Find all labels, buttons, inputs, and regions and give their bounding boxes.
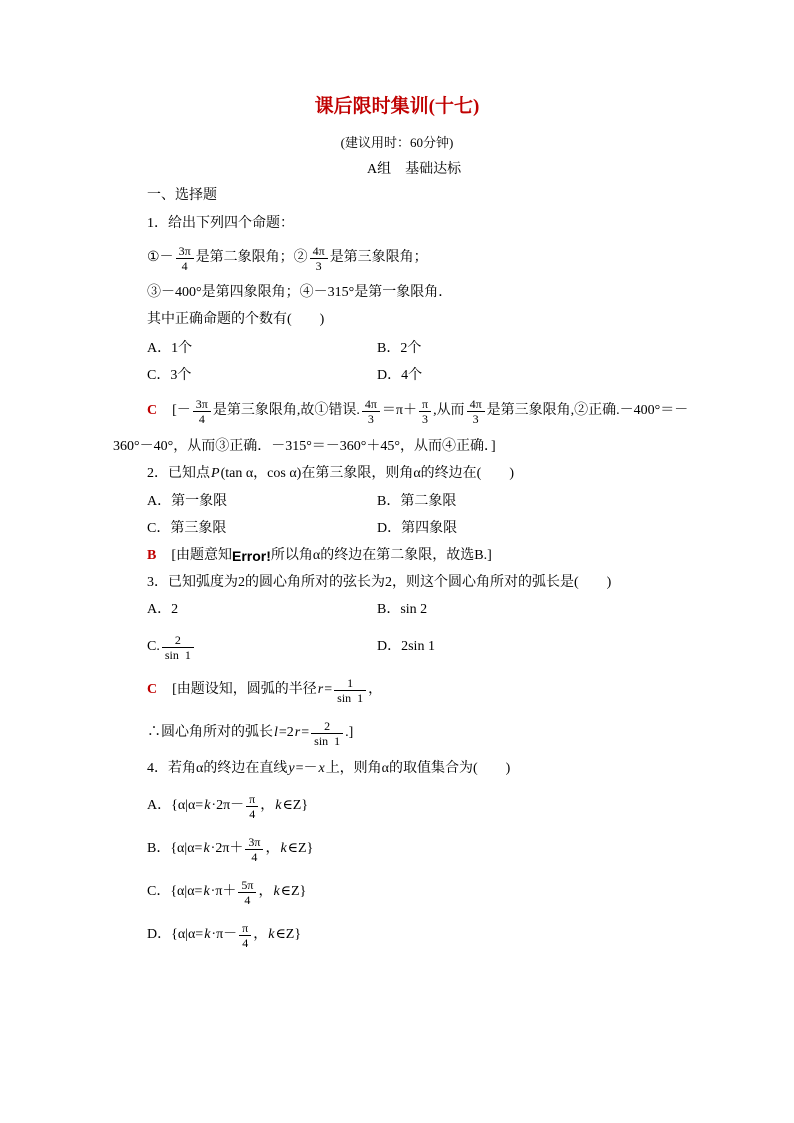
question-1-option-d <box>377 358 422 394</box>
fraction-denominator: 3 <box>315 258 322 273</box>
question-text: 1．给出下列四个命题： <box>147 216 294 231</box>
text-segment: ①－ <box>147 250 174 265</box>
math-variable: P <box>211 466 220 481</box>
text-segment: C．{α|α= <box>147 884 203 899</box>
text-segment: ∈Z} <box>287 841 314 856</box>
math-variable: k <box>275 798 282 813</box>
text-segment: ＝π＋ <box>381 403 417 418</box>
text-segment: 是第三象限角,②正确.－400°＝－ <box>486 403 689 418</box>
fraction <box>311 719 343 748</box>
text-segment: B．{α|α= <box>147 841 203 856</box>
text-segment: ∈Z} <box>282 798 309 813</box>
text-segment: ， <box>368 682 383 697</box>
fraction-numerator: 4π <box>310 244 328 259</box>
option-text: D．4个 <box>377 368 423 383</box>
text-segment: ， <box>260 798 275 813</box>
option-text: D．2sin 1 <box>377 639 435 654</box>
fraction-denominator: 4 <box>242 935 249 950</box>
text-segment: ,从而 <box>433 403 465 418</box>
question-4-option-b <box>147 831 313 867</box>
math-variable: k <box>204 927 211 942</box>
option-text: A．第一象限 <box>147 494 228 509</box>
fraction-denominator: 4 <box>181 258 188 273</box>
title-row <box>0 89 794 125</box>
group-heading: A组 基础达标 <box>367 162 462 177</box>
option-text: A．2 <box>147 602 179 617</box>
text-segment: ∈Z} <box>280 884 307 899</box>
question-4-option-d <box>147 917 301 953</box>
fraction-numerator: 4π <box>362 397 380 412</box>
text-segment: 2．已知点 <box>147 466 210 481</box>
text-segment: 其中正确命题的个数有( ) <box>147 312 325 327</box>
question-1-propositions-line-1 <box>147 240 428 276</box>
fraction-denominator: 3 <box>422 411 429 426</box>
text-segment: ， <box>258 884 273 899</box>
math-variable: y <box>288 761 295 776</box>
fraction <box>239 921 251 950</box>
fraction-numerator: π <box>246 792 258 807</box>
fraction-numerator: 3π <box>176 244 194 259</box>
math-variable: r <box>294 725 301 740</box>
text-segment: ∴圆心角所对的弧长 <box>147 725 273 740</box>
text-segment: 所以角α的终边在第二象限，故选B.] <box>270 548 492 563</box>
question-4-option-c <box>147 874 306 910</box>
answer-letter: C <box>147 682 158 697</box>
text-segment: ， <box>253 927 268 942</box>
text-segment: ， <box>265 841 280 856</box>
math-variable: k <box>280 841 287 856</box>
text-segment: 是第三象限角,故①错误. <box>212 403 360 418</box>
fraction-numerator: 3π <box>193 397 211 412</box>
error-marker: Error! <box>232 548 271 564</box>
question-3-option-a <box>147 592 178 628</box>
fraction <box>246 792 258 821</box>
fraction-denominator: 4 <box>251 849 258 864</box>
question-1-stem <box>147 206 294 242</box>
option-text: C．3个 <box>147 368 192 383</box>
math-variable: k <box>204 798 211 813</box>
group-row <box>367 152 461 188</box>
fraction-denominator: sin 1 <box>164 647 191 662</box>
fraction-numerator: π <box>419 397 431 412</box>
fraction-denominator: 3 <box>367 411 374 426</box>
text-segment: 4．若角α的终边在直线 <box>147 761 288 776</box>
option-label: C. <box>147 639 160 654</box>
option-text: B．第二象限 <box>377 494 457 509</box>
math-variable: l <box>274 725 278 740</box>
fraction <box>193 397 211 426</box>
fraction <box>467 397 485 426</box>
math-variable: k <box>203 884 210 899</box>
text-segment: ∈Z} <box>275 927 302 942</box>
math-variable: k <box>268 927 275 942</box>
option-text: B．sin 2 <box>377 602 428 617</box>
fraction <box>362 397 380 426</box>
option-text: A．1个 <box>147 341 193 356</box>
fraction-numerator: 3π <box>245 835 263 850</box>
text-segment: [由题设知，圆弧的半径 <box>172 682 317 697</box>
question-3-answer-line-1 <box>147 672 382 708</box>
math-variable: k <box>203 841 210 856</box>
question-4-option-a <box>147 788 308 824</box>
text-segment: ·2π－ <box>211 798 245 813</box>
fraction-numerator: 2 <box>162 633 194 648</box>
section-heading: 一、选择题 <box>147 188 217 203</box>
text-segment: =2 <box>278 725 294 740</box>
text-segment: A．{α|α= <box>147 798 204 813</box>
question-1-answer-line-1 <box>147 393 688 429</box>
question-3-option-c <box>147 629 196 665</box>
question-3-option-d <box>377 629 435 665</box>
text-segment: ·π－ <box>211 927 238 942</box>
text-segment: ·π＋ <box>210 884 237 899</box>
fraction <box>334 676 366 705</box>
question-3-answer-line-2 <box>147 715 353 751</box>
fraction-numerator: 2 <box>311 719 343 734</box>
math-variable: k <box>273 884 280 899</box>
text-segment: [－ <box>172 403 191 418</box>
text-segment: ·2π＋ <box>210 841 244 856</box>
fraction-denominator: sin 1 <box>337 690 364 705</box>
fraction <box>176 244 194 273</box>
text-segment: 上，则角α的取值集合为( ) <box>325 761 511 776</box>
option-text: D．第四象限 <box>377 521 458 536</box>
text-segment: .] <box>345 725 354 740</box>
answer-letter: B <box>147 548 157 563</box>
text-segment: 是第三象限角； <box>329 250 428 265</box>
text-segment: 360°－40°，从而③正确．－315°＝－360°＋45°，从而④正确．] <box>113 439 496 454</box>
fraction <box>310 244 328 273</box>
fraction-numerator: 1 <box>334 676 366 691</box>
answer-letter: C <box>147 403 158 418</box>
fraction <box>238 878 256 907</box>
math-variable: x <box>318 761 325 776</box>
option-text: B．2个 <box>377 341 422 356</box>
fraction <box>245 835 263 864</box>
fraction-denominator: 4 <box>198 411 205 426</box>
fraction-denominator: 4 <box>244 892 251 907</box>
fraction <box>162 633 194 662</box>
text-segment: 是第二象限角；② <box>195 250 308 265</box>
text-segment: D．{α|α= <box>147 927 204 942</box>
question-4-stem <box>147 751 510 787</box>
fraction-denominator: 4 <box>249 806 256 821</box>
math-variable: r <box>317 682 324 697</box>
suggested-time: (建议用时：60分钟) <box>340 135 454 150</box>
question-3-option-b <box>377 592 427 628</box>
text-segment: = <box>324 682 333 697</box>
text-segment: =－ <box>295 761 318 776</box>
worksheet-title: 课后限时集训(十七) <box>314 96 480 117</box>
fraction-numerator: 4π <box>467 397 485 412</box>
text-segment: [由题意知 <box>171 548 233 563</box>
fraction-numerator: π <box>239 921 251 936</box>
text-segment: (tan α，cos α)在第三象限，则角α的终边在( ) <box>220 466 514 481</box>
text-segment: ③－400°是第四象限角；④－315°是第一象限角． <box>147 285 453 300</box>
fraction-numerator: 5π <box>238 878 256 893</box>
fraction-denominator: 3 <box>472 411 479 426</box>
text-segment: = <box>301 725 310 740</box>
question-1-option-c <box>147 358 191 394</box>
fraction-denominator: sin 1 <box>314 733 341 748</box>
question-text: 3．已知弧度为2的圆心角所对的弦长为2，则这个圆心角所对的弧长是( ) <box>147 575 612 590</box>
option-text: C．第三象限 <box>147 521 227 536</box>
fraction <box>419 397 431 426</box>
